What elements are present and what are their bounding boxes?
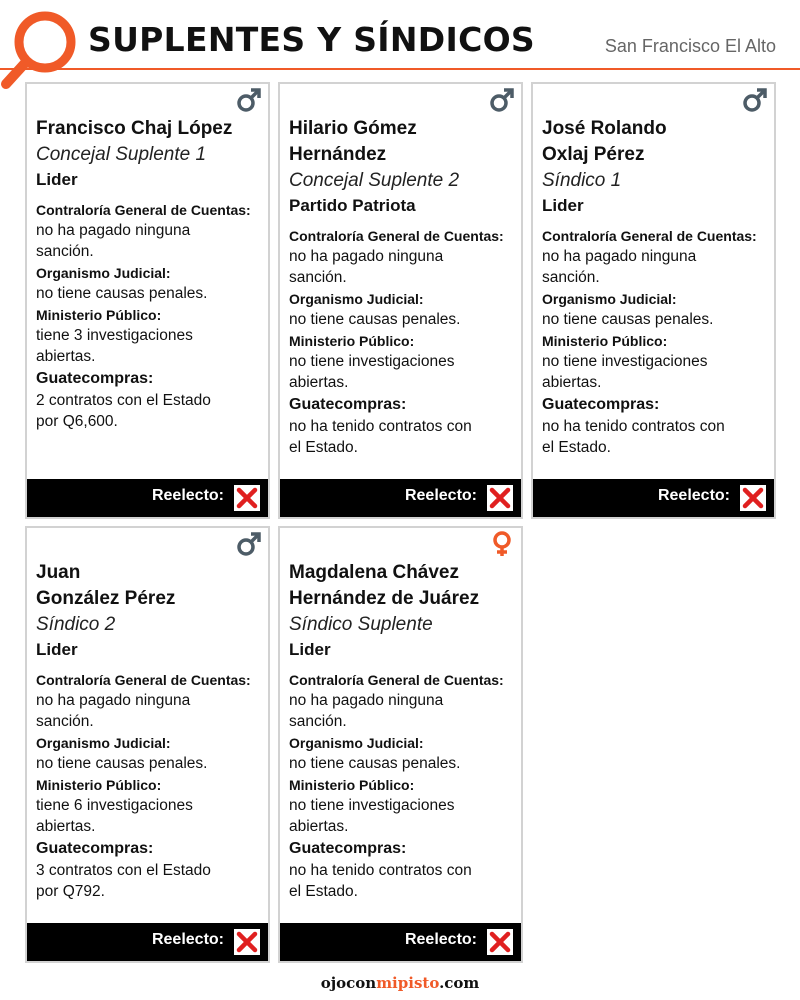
reelecto-status [234, 929, 260, 955]
card-body [36, 116, 262, 433]
candidate-party: Lider [289, 640, 331, 659]
guatecompras-value-line: no ha tenido contratos con [289, 418, 472, 435]
ministerio-value-line: abiertas. [36, 818, 96, 835]
contraloria-value [289, 690, 515, 732]
candidate-name: Oxlaj Pérez [542, 144, 645, 165]
judicial-label: Organismo Judicial: [289, 735, 424, 751]
candidate-name: González Pérez [36, 588, 176, 609]
ministerio-value-line: tiene 6 investigaciones [36, 797, 193, 814]
card-body [289, 116, 515, 459]
contraloria-label: Contraloría General de Cuentas: [289, 672, 504, 688]
ministerio-value-line: tiene 3 investigaciones [36, 327, 193, 344]
reelecto-status [740, 485, 766, 511]
candidate-party: Lider [36, 640, 78, 659]
ministerio-value-line: abiertas. [289, 818, 349, 835]
guatecompras-value [542, 416, 768, 458]
guatecompras-value-line: no ha tenido contratos con [542, 418, 725, 435]
contraloria-value [289, 246, 515, 288]
reelecto-status [234, 485, 260, 511]
reelection-bar [280, 923, 521, 961]
magnifier-logo-icon [0, 0, 90, 90]
cross-icon [234, 929, 260, 955]
header [0, 0, 800, 70]
judicial-value [36, 753, 262, 774]
judicial-value [289, 753, 515, 774]
reelecto-status [487, 929, 513, 955]
male-icon [236, 531, 262, 557]
reelection-bar [27, 479, 268, 517]
cross-icon [487, 485, 513, 511]
guatecompras-value [289, 860, 515, 902]
guatecompras-label: Guatecompras: [542, 396, 660, 413]
candidate-role: Síndico 1 [542, 170, 622, 191]
card-body [542, 116, 768, 459]
card-body [289, 560, 515, 903]
ministerio-value [36, 795, 262, 837]
guatecompras-value-line: el Estado. [289, 883, 358, 900]
card-body [36, 560, 262, 903]
cross-icon [740, 485, 766, 511]
page-title: SUPLENTES Y SÍNDICOS [88, 20, 536, 59]
contraloria-value-line: sanción. [289, 713, 347, 730]
ministerio-value [36, 325, 262, 367]
guatecompras-label: Guatecompras: [36, 840, 154, 857]
reelecto-label: Reelecto: [151, 931, 224, 948]
judicial-value [36, 283, 262, 304]
judicial-label: Organismo Judicial: [289, 291, 424, 307]
candidate-role: Síndico 2 [36, 614, 116, 635]
candidate-name: Francisco Chaj López [36, 118, 233, 139]
judicial-value-line: no tiene causas penales. [36, 285, 208, 302]
contraloria-value-line: no ha pagado ninguna [289, 248, 444, 265]
contraloria-value-line: sanción. [36, 713, 94, 730]
male-icon [236, 87, 262, 113]
male-icon [742, 87, 768, 113]
guatecompras-value-line: el Estado. [542, 439, 611, 456]
candidate-name: Magdalena Chávez [289, 562, 459, 583]
candidate-card [278, 526, 523, 963]
brand-part1: ojocon [320, 974, 377, 992]
reelection-bar [27, 923, 268, 961]
cross-icon [234, 485, 260, 511]
contraloria-value-line: sanción. [289, 269, 347, 286]
brand-part2: mipisto [376, 974, 440, 992]
guatecompras-value-line: 3 contratos con el Estado [36, 862, 211, 879]
site-brand[interactable] [0, 974, 800, 992]
municipality-label: San Francisco El Alto [604, 36, 776, 56]
candidate-role: Síndico Suplente [289, 614, 433, 635]
candidate-party: Lider [542, 196, 584, 215]
judicial-value-line: no tiene causas penales. [542, 311, 714, 328]
guatecompras-value-line: por Q6,600. [36, 413, 118, 430]
candidate-name: Juan [36, 562, 81, 583]
contraloria-value [36, 220, 262, 262]
candidate-name: Hernández de Juárez [289, 588, 480, 609]
judicial-value-line: no tiene causas penales. [289, 311, 461, 328]
contraloria-value-line: no ha pagado ninguna [36, 222, 191, 239]
guatecompras-label: Guatecompras: [289, 840, 407, 857]
reelecto-label: Reelecto: [404, 487, 477, 504]
reelecto-label: Reelecto: [404, 931, 477, 948]
contraloria-value-line: no ha pagado ninguna [289, 692, 444, 709]
guatecompras-value [289, 416, 515, 458]
cross-icon [487, 929, 513, 955]
ministerio-label: Ministerio Público: [289, 777, 415, 793]
contraloria-value-line: no ha pagado ninguna [542, 248, 697, 265]
guatecompras-value [36, 390, 262, 432]
guatecompras-label: Guatecompras: [36, 370, 154, 387]
judicial-label: Organismo Judicial: [36, 265, 171, 281]
candidate-name: José Rolando [542, 118, 667, 139]
ministerio-value-line: no tiene investigaciones [289, 353, 455, 370]
contraloria-label: Contraloría General de Cuentas: [36, 672, 251, 688]
guatecompras-value-line: no ha tenido contratos con [289, 862, 472, 879]
candidate-role: Concejal Suplente 1 [36, 144, 207, 165]
ministerio-value [289, 351, 515, 393]
guatecompras-value [36, 860, 262, 902]
judicial-value [289, 309, 515, 330]
candidate-card [278, 82, 523, 519]
ministerio-value-line: no tiene investigaciones [542, 353, 708, 370]
contraloria-label: Contraloría General de Cuentas: [542, 228, 757, 244]
guatecompras-value-line: 2 contratos con el Estado [36, 392, 211, 409]
reelecto-status [487, 485, 513, 511]
judicial-value-line: no tiene causas penales. [289, 755, 461, 772]
ministerio-value [289, 795, 515, 837]
judicial-label: Organismo Judicial: [36, 735, 171, 751]
guatecompras-value-line: el Estado. [289, 439, 358, 456]
ministerio-value [542, 351, 768, 393]
ministerio-value-line: abiertas. [289, 374, 349, 391]
ministerio-value-line: abiertas. [542, 374, 602, 391]
reelection-bar [533, 479, 774, 517]
ministerio-label: Ministerio Público: [36, 777, 162, 793]
contraloria-label: Contraloría General de Cuentas: [289, 228, 504, 244]
candidate-party: Lider [36, 170, 78, 189]
guatecompras-label: Guatecompras: [289, 396, 407, 413]
judicial-value [542, 309, 768, 330]
candidate-card [25, 526, 270, 963]
judicial-value-line: no tiene causas penales. [36, 755, 208, 772]
candidate-name: Hernández [289, 144, 387, 165]
female-icon [489, 531, 515, 557]
reelecto-label: Reelecto: [657, 487, 730, 504]
contraloria-label: Contraloría General de Cuentas: [36, 202, 251, 218]
contraloria-value-line: sanción. [542, 269, 600, 286]
contraloria-value [36, 690, 262, 732]
judicial-label: Organismo Judicial: [542, 291, 677, 307]
candidate-card [531, 82, 776, 519]
ministerio-value-line: no tiene investigaciones [289, 797, 455, 814]
contraloria-value-line: no ha pagado ninguna [36, 692, 191, 709]
guatecompras-value-line: por Q792. [36, 883, 105, 900]
candidate-card [25, 82, 270, 519]
ministerio-label: Ministerio Público: [36, 307, 162, 323]
contraloria-value-line: sanción. [36, 243, 94, 260]
candidate-party: Partido Patriota [289, 196, 416, 215]
reelection-bar [280, 479, 521, 517]
contraloria-value [542, 246, 768, 288]
reelecto-label: Reelecto: [151, 487, 224, 504]
ministerio-value-line: abiertas. [36, 348, 96, 365]
candidate-name: Hilario Gómez [289, 118, 417, 139]
candidate-role: Concejal Suplente 2 [289, 170, 460, 191]
male-icon [489, 87, 515, 113]
brand-part3: .com [439, 974, 480, 992]
ministerio-label: Ministerio Público: [289, 333, 415, 349]
ministerio-label: Ministerio Público: [542, 333, 668, 349]
